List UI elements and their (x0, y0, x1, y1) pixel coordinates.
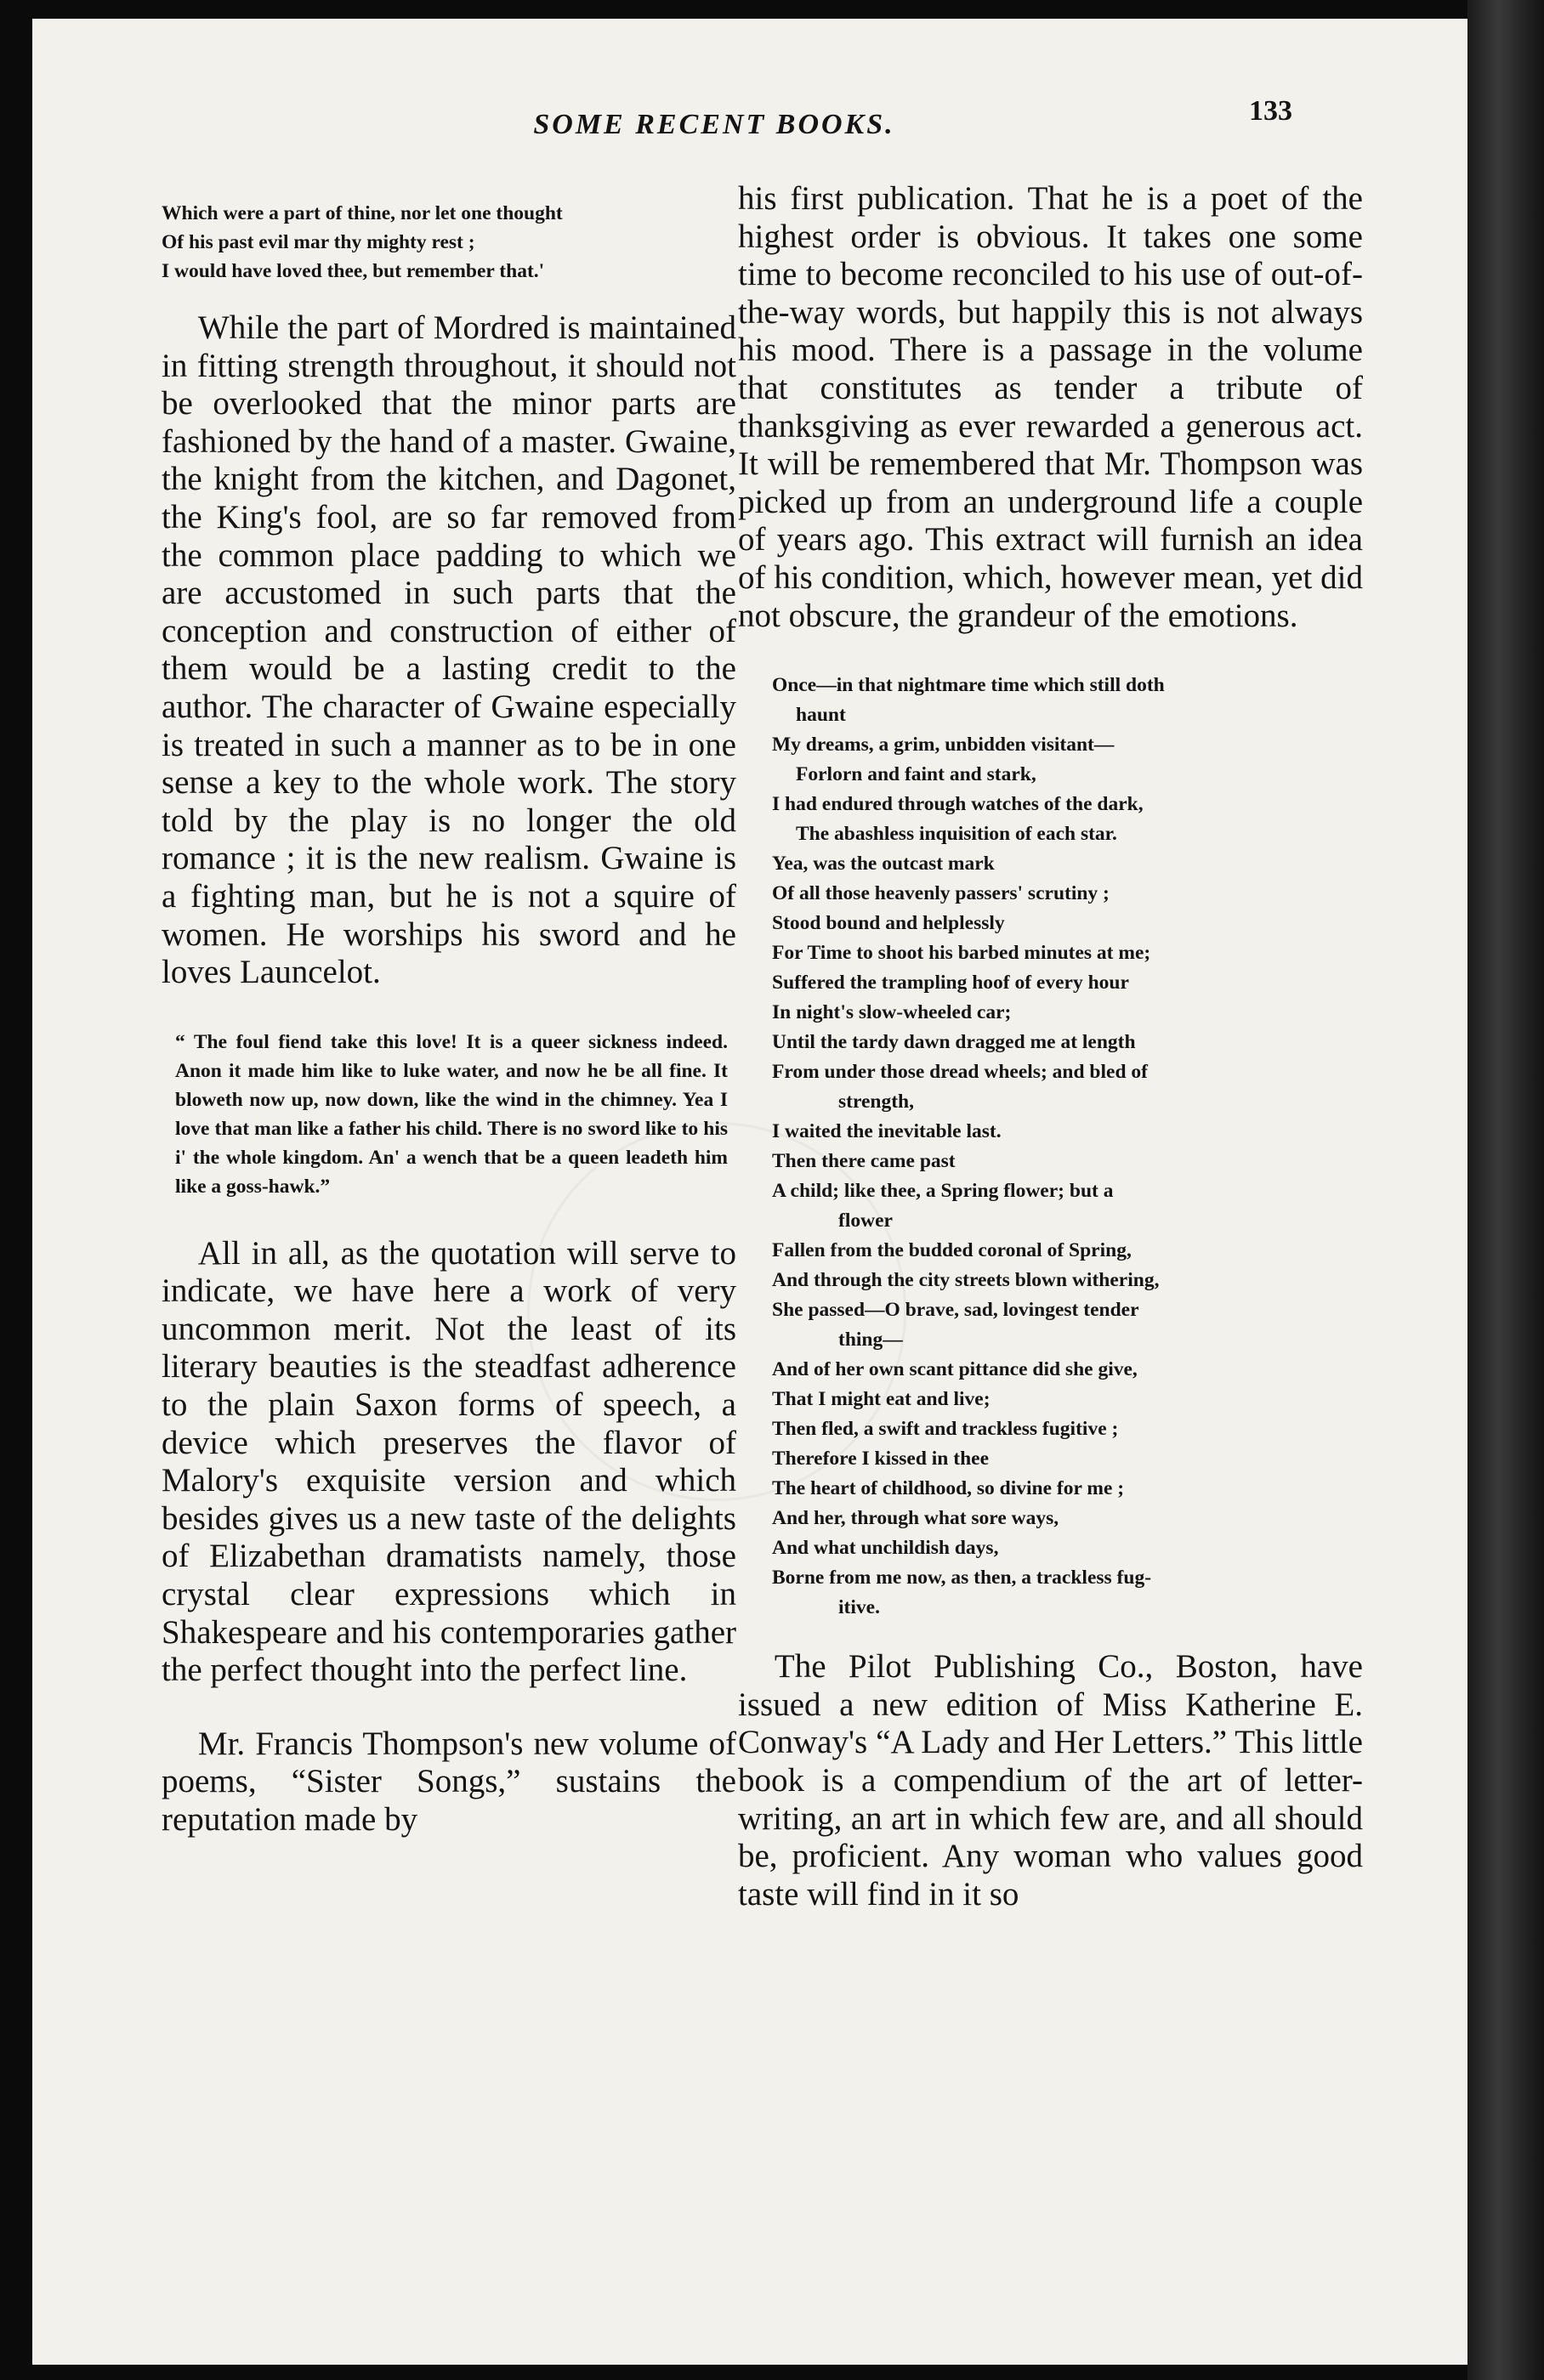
running-header-title: SOME RECENT BOOKS. (533, 109, 895, 140)
poem-line: Of all those heavenly passers' scrutiny ; (772, 882, 1110, 905)
poem-line: Until the tardy dawn dragged me at length (772, 1031, 1136, 1054)
paragraph-all-in-all: All in all, as the quotation will serve to indicate, we have here a work of very uncommon merit. Not the least of its literary beauties is the steadfast adherence to the plain Saxon forms of speech, a device which preserves the flavor of Malory's exquisite version and which besides gives us a new taste of the delights of Elizabethan dramatists namely, those crystal clear expressions which in Shakespeare and his contemporaries gather the perfect thought into the perfect line. (162, 1234, 736, 1689)
paragraph-thompson-continued: his first publication. That he is a poet of the highest order is obvious. It takes one some time to become reconciled to his use of out-of-the-way words, but happily this is not always his mood. There is a passage in the volume that constitutes as tender a tribute of thanksgiving as ever rewarded a generous act. It will be remembered that Mr. Thompson was picked up from an underground life a couple of years ago. This extract will furnish an idea of his condition, which, however mean, yet did not obscure, the grandeur of the emotions. (738, 180, 1363, 634)
verse-excerpt-top (162, 199, 736, 286)
poem-line: And what unchildish days, (772, 1537, 999, 1560)
poem-line: Then fled, a swift and trackless fugitive ; (772, 1418, 1119, 1441)
poem-line: I waited the inevitable last. (772, 1120, 1002, 1143)
verse-line: Which were a part of thine, nor let one thought (162, 202, 563, 224)
poem-line: strength, (838, 1091, 914, 1114)
poem-line: Forlorn and faint and stark, (796, 763, 1036, 786)
poem-line: Stood bound and helplessly (772, 912, 1005, 935)
poem-line: Borne from me now, as then, a trackless fug- (772, 1567, 1152, 1590)
poem-line: Suffered the trampling hoof of every hour (772, 972, 1129, 994)
poem-line: And through the city streets blown withering, (772, 1269, 1160, 1292)
paragraph-thompson-intro: Mr. Francis Thompson's new volume of poems, “Sister Songs,” sustains the reputation made by (162, 1725, 736, 1838)
verse-line: Of his past evil mar thy mighty rest ; (162, 231, 475, 253)
poem-line: A child; like thee, a Spring flower; but a (772, 1180, 1114, 1203)
poem-line: Once—in that nightmare time which still doth (772, 674, 1165, 697)
quotation-gwaine: “ The foul fiend take this love! It is a queer sickness indeed. Anon it made him like to luke water, and now he be all fine. It bloweth now up, now down, like the wind in the chimney. Yea I love that man like a father his child. There is no sword like to his i' the whole kingdom. An' a wench that be a queen leadeth him like a goss-hawk.” (175, 1030, 728, 1198)
poem-line: In night's slow-wheeled car; (772, 1001, 1012, 1024)
poem-line: And her, through what sore ways, (772, 1507, 1059, 1530)
poem-line: My dreams, a grim, unbidden visitant— (772, 734, 1115, 756)
poem-line: thing— (838, 1329, 903, 1352)
poem-line: Fallen from the budded coronal of Spring, (772, 1239, 1132, 1262)
paragraph-mordred: While the part of Mordred is maintained in fitting strength throughout, it should not be overlooked that the minor parts are fashioned by the hand of a master. Gwaine, the knight from the kitchen, and Dagonet, the King's fool, are so far removed from the common place padding to which we are accustomed in such parts that the conception and construction of either of them would be a lasting credit to the author. The character of Gwaine especially is treated in such a manner as to be in one sense a key to the whole work. The story told by the play is no longer the old romance ; it is the new realism. Gwaine is a fighting man, but he is not a squire of women. He worships his sword and he loves Launcelot. (162, 309, 736, 991)
book-spine-edge (1467, 0, 1544, 2380)
poem-excerpt (772, 671, 1363, 1623)
right-column (738, 180, 1363, 1949)
poem-line: Then there came past (772, 1150, 956, 1173)
left-column (162, 189, 736, 1875)
poem-line: And of her own scant pittance did she give, (772, 1358, 1138, 1381)
poem-line: haunt (796, 704, 846, 727)
poem-line: I had endured through watches of the dark, (772, 793, 1144, 816)
poem-line: The heart of childhood, so divine for me ; (772, 1477, 1125, 1500)
poem-line: That I might eat and live; (772, 1388, 991, 1411)
poem-line: From under those dread wheels; and bled of (772, 1061, 1148, 1084)
poem-line: itive. (838, 1596, 880, 1619)
poem-line: She passed—O brave, sad, lovingest tender (772, 1299, 1139, 1322)
verse-line: I would have loved thee, but remember that.' (162, 260, 545, 282)
poem-line: Therefore I kissed in thee (772, 1448, 990, 1470)
paragraph-pilot-publishing: The Pilot Publishing Co., Boston, have issued a new edition of Miss Katherine E. Conway's “A Lady and Her Letters.” This little book is a compendium of the art of letter-writing, an art in which few are, and all should be, proficient. Any woman who values good taste will find in it so (738, 1648, 1363, 1912)
page-number: 133 (1249, 95, 1292, 127)
poem-line: For Time to shoot his barbed minutes at me; (772, 942, 1151, 965)
poem-line: The abashless inquisition of each star. (796, 823, 1117, 846)
poem-line: flower (838, 1210, 893, 1232)
poem-line: Yea, was the outcast mark (772, 853, 995, 876)
